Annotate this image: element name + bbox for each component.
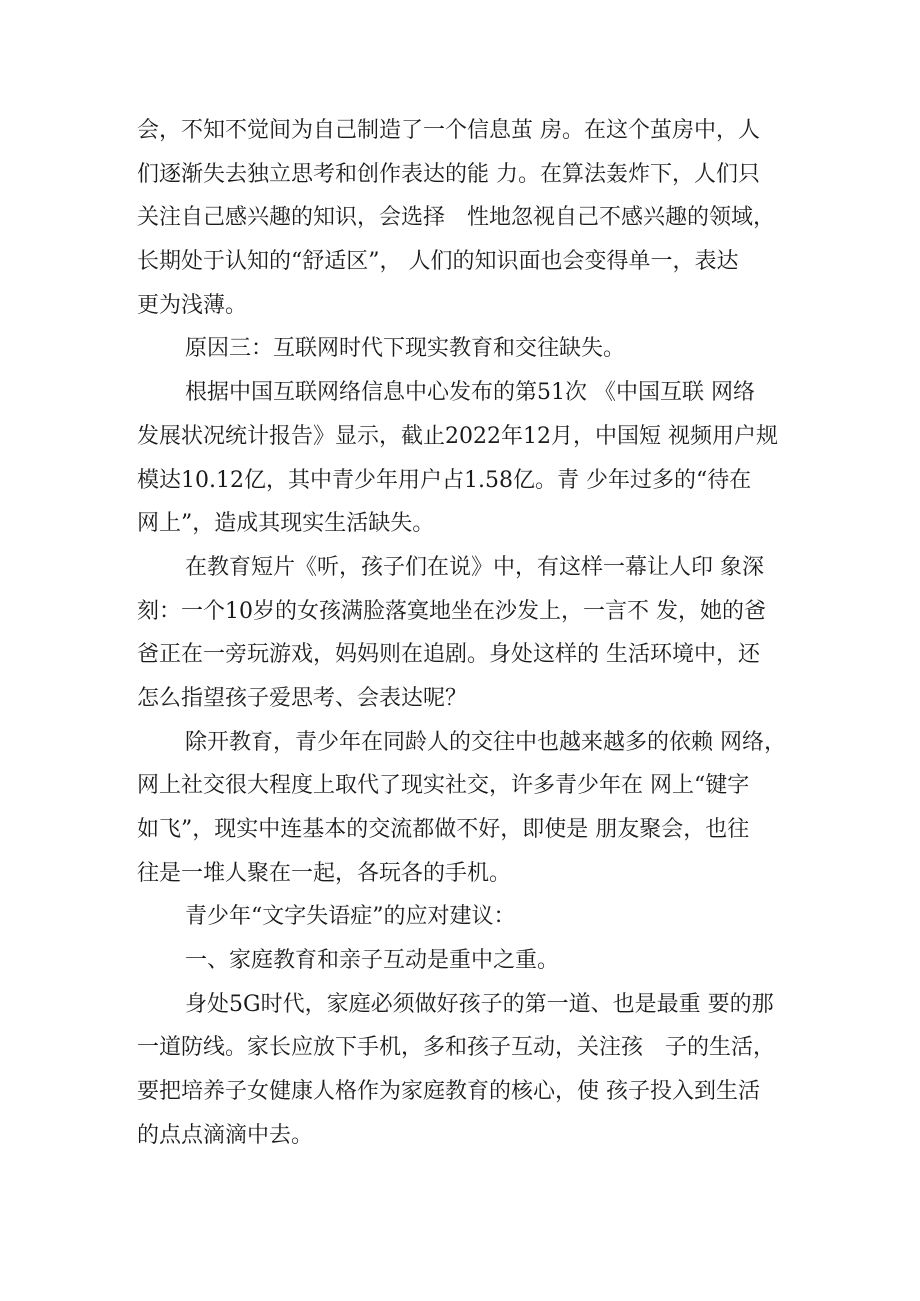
heading-family-education [137,939,797,983]
paragraph-cnnic-report [137,371,797,546]
text-line: 会，不知不觉间为自己制造了一个信息茧 房。在这个茧房中，人 [137,118,760,143]
text-line: 如飞”，现实中连基本的交流都做不好，即使是 朋友聚会，也往 [137,817,750,842]
text-line: 除开教育，青少年在同龄人的交往中也越来越多的依赖 网络， [185,729,786,755]
text-line: 刻：一个10岁的女孩满脸落寞地坐在沙发上，一言不 发，她的爸 [137,598,766,624]
paragraph-education-film [137,546,797,721]
text-line: 关注自己感兴趣的知识，会选择 性地忽视自己不感兴趣的领域， [137,205,776,231]
text-line: 的点点滴滴中去。 [137,1122,314,1148]
text-line: 更为浅薄。 [137,292,248,318]
heading-reason-three [137,327,797,371]
paragraph-filter-bubble [137,109,797,327]
text-line: 往是一堆人聚在一起，各玩各的手机。 [137,860,512,886]
text-line: 网上社交很大程度上取代了现实社交，许多青少年在 网上“键字 [137,773,750,799]
text-line: 在教育短片《听，孩子们在说》中，有这样一幕让人印 象深 [185,554,764,580]
text-line: 身处5G时代，家庭必须做好孩子的第一道、也是最重 要的那 [185,991,774,1017]
document-body [137,109,797,1158]
text-line: 爸正在一旁玩游戏，妈妈则在追剧。身处这样的 生活环境中，还 [137,642,760,668]
text-line: 怎么指望孩子爱思考、会表达呢？ [137,685,468,711]
paragraph-5g-era [137,983,797,1158]
heading-suggestions [137,895,797,939]
text-line: 发展状况统计报告》显示，截止2022年12月，中国短 视频用户规 [137,423,778,449]
text-line: 一、家庭教育和亲子互动是重中之重。 [185,948,560,974]
text-line: 要把培养子女健康人格作为家庭教育的核心，使 孩子投入到生活 [137,1079,760,1105]
text-line: 青少年“文字失语症”的应对建议： [185,904,516,930]
text-line: 根据中国互联网络信息中心发布的第51次 《中国互联 网络 [185,380,755,406]
text-line: 原因三：互联网时代下现实教育和交往缺失。 [185,336,626,362]
text-line: 长期处于认知的“舒适区”， 人们的知识面也会变得单一，表达 [137,249,739,275]
text-line: 一道防线。家长应放下手机，多和孩子互动，关注孩 子的生活， [137,1035,776,1061]
text-line: 模达10.12亿，其中青少年用户占1.58亿。青 少年过多的“待在 [137,467,752,493]
text-line: 们逐渐失去独立思考和创作表达的能 力。在算法轰炸下，人们只 [137,161,760,187]
paragraph-peer-interaction [137,721,797,896]
text-line: 网上”，造成其现实生活缺失。 [137,511,435,537]
